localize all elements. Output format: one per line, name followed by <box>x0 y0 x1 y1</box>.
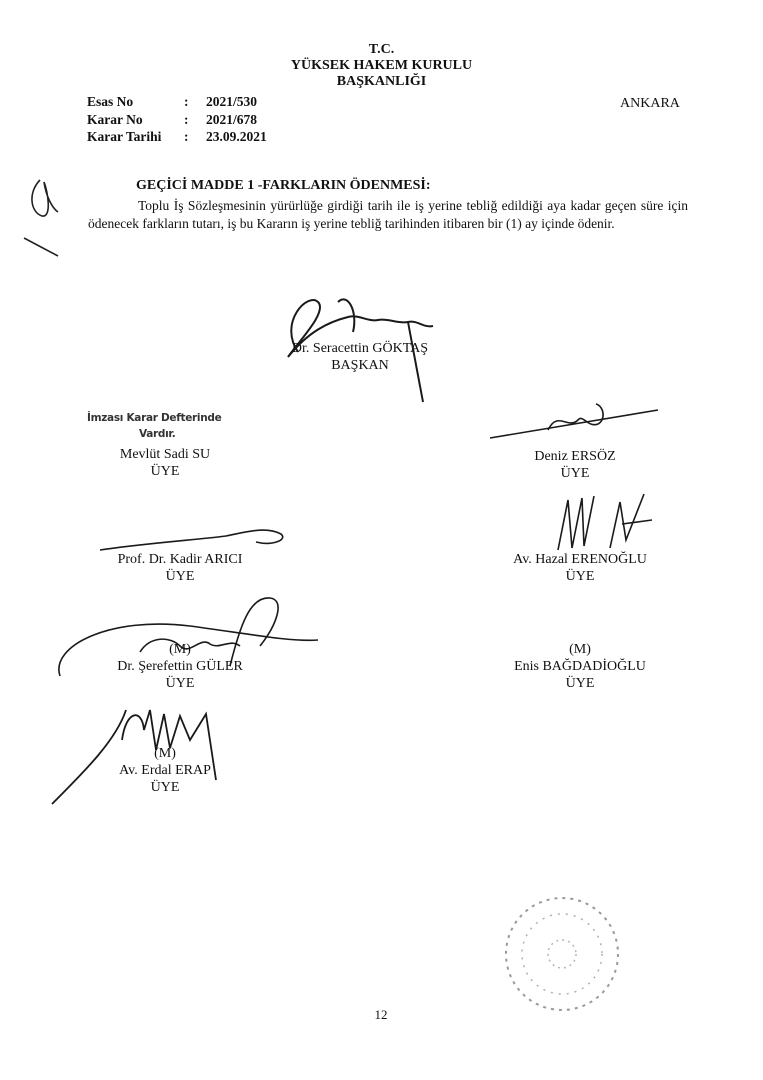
city: ANKARA <box>620 96 680 111</box>
member6-mark: (M) <box>569 642 591 657</box>
member6-name: Enis BAĞDADİOĞLU <box>514 659 646 674</box>
stamp-note-line1: İmzası Karar Defterinde <box>87 412 222 424</box>
president-name: Dr. Seracettin GÖKTAŞ <box>291 341 429 356</box>
tarih-label: Karar Tarihi <box>87 129 162 144</box>
karar-label: Karar No <box>87 112 143 127</box>
member5-mark: (M) <box>169 642 191 657</box>
esas-label: Esas No <box>87 94 134 109</box>
article-title: GEÇİCİ MADDE 1 -FARKLARIN ÖDENMESİ: <box>136 178 431 193</box>
member3-name: Prof. Dr. Kadir ARICI <box>117 552 243 567</box>
member7-role: ÜYE <box>150 780 180 795</box>
member2-signature <box>488 400 668 450</box>
member6-role: ÜYE <box>565 676 595 691</box>
header-institution: YÜKSEK HAKEM KURULU <box>290 58 473 73</box>
member1-role: ÜYE <box>150 464 180 479</box>
member1-name: Mevlüt Sadi SU <box>119 447 211 462</box>
member5-role: ÜYE <box>165 676 195 691</box>
member3-role: ÜYE <box>165 569 195 584</box>
member2-role: ÜYE <box>560 466 590 481</box>
member7-mark: (M) <box>154 746 176 761</box>
article-body: Toplu İş Sözleşmesinin yürürlüğe girdiği tarih ile iş yerine tebliğ edildiği aya kadar geçen süre için ödenecek farkların tutarı, iş bu Kararın iş yerine tebliğ tarihinden itibaren bir (1) ay içinde ödenir. <box>88 198 688 231</box>
stamp-note-line2: Vardır. <box>139 428 176 440</box>
margin-mark <box>18 172 78 262</box>
header-presidency: BAŞKANLIĞI <box>336 74 427 89</box>
tarih-separator: : <box>184 129 189 144</box>
official-seal <box>490 892 640 1022</box>
member7-name: Av. Erdal ERAP <box>119 763 211 778</box>
member4-signature <box>548 490 668 560</box>
header-tc: T.C. <box>368 42 395 57</box>
member5-name: Dr. Şerefettin GÜLER <box>117 659 243 674</box>
president-role: BAŞKAN <box>331 358 389 373</box>
page-number: 12 <box>374 1007 388 1022</box>
esas-value: 2021/530 <box>206 94 258 109</box>
member4-name: Av. Hazal ERENOĞLU <box>513 552 647 567</box>
karar-separator: : <box>184 112 189 127</box>
karar-value: 2021/678 <box>206 112 258 127</box>
esas-separator: : <box>184 94 189 109</box>
stamp-note <box>87 410 267 442</box>
tarih-value: 23.09.2021 <box>206 129 267 144</box>
member4-role: ÜYE <box>565 569 595 584</box>
member2-name: Deniz ERSÖZ <box>534 449 616 464</box>
